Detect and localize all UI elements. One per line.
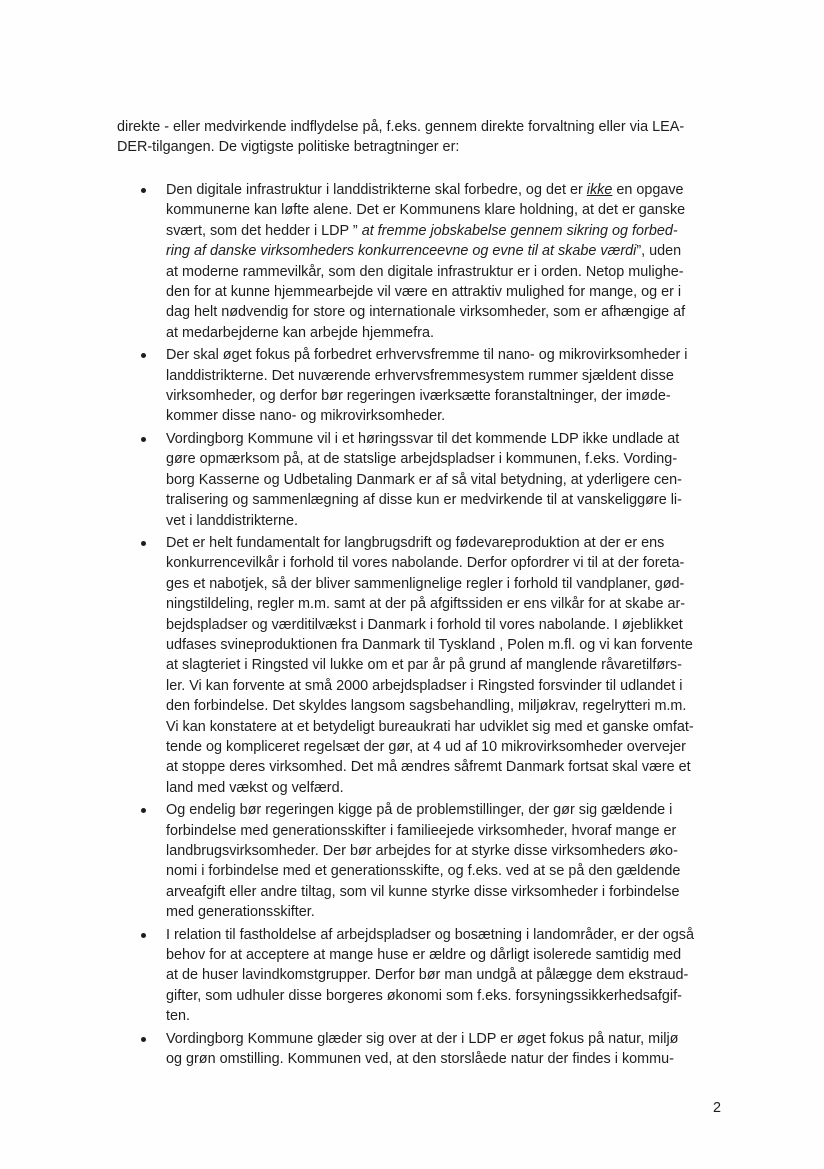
bullet-icon [141, 437, 146, 442]
text-line: landdistrikterne. Det nuværende erhvervsfremmesystem rummer sjældent disse [166, 367, 674, 384]
text-line: borg Kasserne og Udbetaling Danmark er af så vital betydning, at yderligere cen- [166, 471, 682, 488]
intro-paragraph [117, 117, 727, 158]
list-item-digital-infrastructure [117, 180, 737, 343]
text-line: behov for at acceptere at mange huse er ældre og dårligt isolerede samtidig med [166, 947, 682, 964]
text-line: nomi i forbindelse med et generationsskifte, og f.eks. ved at se på den gældende [166, 863, 681, 880]
bullet-icon [141, 188, 146, 193]
text-line: Vordingborg Kommune vil i et høringssvar til det kommende LDP ikke undlade at [166, 430, 680, 447]
list-item-state-jobs [117, 429, 737, 531]
bullet-icon [141, 933, 146, 938]
text-line: ten. [166, 1008, 191, 1025]
bullet-icon [141, 541, 146, 546]
bullet-icon [141, 1037, 146, 1042]
page-number: 2 [713, 1100, 722, 1116]
text-line: ges et nabotjek, så der bliver sammenlignelige regler i forhold til vandplaner, gød- [166, 575, 685, 592]
bullet-icon [141, 808, 146, 813]
text-line: at slagteriet i Ringsted vil lukke om et par år på grund af manglende råvaretilførs- [166, 657, 682, 674]
text-line: den for at kunne hjemmearbejde vil være en attraktiv mulighed for mange, og er i [166, 284, 682, 301]
text-line: landbrugsvirksomheder. Der bør arbejdes for at styrke disse virksomheders øko- [166, 843, 678, 859]
text-line: og grøn omstilling. Kommunen ved, at den storslåede natur der findes i kommu- [166, 1051, 674, 1068]
text-line: ring af danske virksomheders konkurrenceevne og evne til at skabe værdi”, uden [166, 243, 682, 260]
emphasis-ikke: ikke [586, 182, 613, 198]
text-line: vet i landdistrikterne. [166, 512, 298, 529]
text-line: at moderne rammevilkår, som den digitale infrastruktur er i orden. Netop mulighe- [166, 263, 684, 280]
text-line: tralisering og sammenlægning af disse kun er medvirkende til at vanskeliggøre li- [166, 492, 682, 509]
text-line: gøre opmærksom på, at de statslige arbejdspladser i kommunen, f.eks. Vording- [166, 451, 678, 468]
text-line: Og endelig bør regeringen kigge på de problemstillinger, der gør sig gældende i [166, 802, 673, 819]
text-line: den forbindelse. Det skyldes langsom sagsbehandling, miljøkrav, regelrytteri m.m. [166, 698, 687, 715]
text-line: svært, som det hedder i LDP ” at fremme jobskabelse gennem sikring og forbed- [166, 222, 678, 239]
text-line: udfases svineproduktionen fra Danmark til Tyskland , Polen m.fl. og vi kan forvente [166, 636, 693, 653]
list-item-nature [117, 1029, 737, 1070]
text-line: I relation til fastholdelse af arbejdspladser og bosætning i landområder, er der også [166, 926, 694, 943]
text-line: med generationsskifter. [166, 904, 315, 921]
intro-line: DER-tilgangen. De vigtigste politiske betragtninger er: [117, 139, 460, 156]
bullet-icon [141, 353, 146, 358]
quote-text: at fremme jobskabelse gennem sikring og forbed- [361, 222, 678, 239]
considerations-list [117, 180, 737, 1071]
text-line: at stoppe deres virksomhed. Det må ændres såfremt Danmark fortsat skal være et [166, 759, 691, 776]
list-item-business-promotion [117, 345, 737, 427]
text-line: kommunerne kan løfte alene. Det er Kommunens klare holdning, at det er ganske [166, 202, 686, 219]
text-line: land med vækst og velfærd. [166, 779, 344, 796]
text-line: gifter, som udhuler disse borgeres økonomi som f.eks. forsyningssikkerhedsafgif- [166, 987, 682, 1004]
quote-text: ring af danske virksomheders konkurrenceevne og evne til at skabe værdi [166, 243, 637, 260]
list-item-housing [117, 925, 737, 1027]
text-line: Vordingborg Kommune glæder sig over at der i LDP er øget fokus på natur, miljø [166, 1030, 679, 1047]
text-line: arveafgift eller andre tiltag, som vil kunne styrke disse virksomheder i forbindelse [166, 883, 680, 900]
text-line: konkurrencevilkår i forhold til vores nabolande. Derfor opfordrer vi til at der foreta- [166, 555, 685, 572]
text-line: Den digitale infrastruktur i landdistrikterne skal forbedre, og det er ikke en opgave [166, 182, 684, 198]
text-line: at medarbejderne kan arbejde hjemmefra. [166, 324, 434, 341]
list-item-generational-change [117, 800, 737, 922]
text-line: Det er helt fundamentalt for langbrugsdrift og fødevareproduktion at der er ens [166, 534, 665, 551]
text-line: virksomheder, og derfor bør regeringen iværksætte foranstaltninger, der imøde- [166, 388, 671, 405]
text-line: forbindelse med generationsskifter i familieejede virksomheder, hvoraf mange er [166, 822, 677, 839]
text-line: Der skal øget fokus på forbedret erhvervsfremme til nano- og mikrovirksomheder i [166, 347, 688, 364]
intro-line: direkte - eller medvirkende indflydelse på, f.eks. gennem direkte forvaltning eller via LEA- [117, 119, 685, 135]
text-line: kommer disse nano- og mikrovirksomheder. [166, 408, 446, 425]
text-line: tende og kompliceret regelsæt der gør, at 4 ud af 10 mikrovirksomheder overvejer [166, 738, 686, 755]
text-line: bejdspladser og værditilvækst i Danmark i forhold til vores nabolande. I øjeblikket [166, 616, 683, 633]
text-line: ningstildeling, regler m.m. samt at der på afgiftssiden er ens vilkår for at skabe ar- [166, 596, 686, 613]
text-line: Vi kan konstatere at et betydeligt bureaukrati har udviklet sig med et ganske omfat- [166, 718, 694, 735]
text-line: at de huser lavindkomstgrupper. Derfor bør man undgå at pålægge dem ekstraud- [166, 967, 689, 984]
list-item-agriculture [117, 533, 737, 798]
text-line: ler. Vi kan forvente at små 2000 arbejdspladser i Ringsted forsvinder til udlandet i [166, 677, 683, 694]
text-line: dag helt nødvendig for store og internationale virksomheder, som er afhængige af [166, 304, 686, 321]
